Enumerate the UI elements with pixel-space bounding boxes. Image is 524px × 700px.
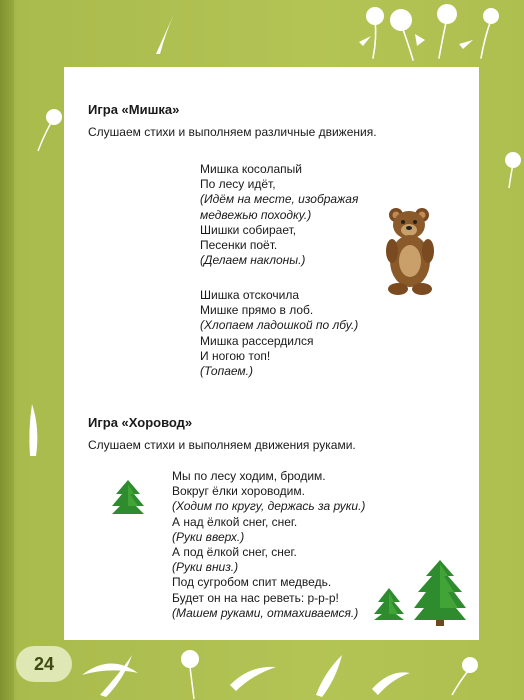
fir-tree-icon: [412, 558, 468, 628]
poem-line: По лесу идёт,: [200, 177, 276, 192]
poem-stanza-2: [200, 288, 358, 379]
poem-instruction: (Делаем наклоны.): [200, 253, 306, 268]
fir-tree-icon: [372, 586, 406, 622]
poem-instruction: (Топаем.): [200, 364, 253, 379]
dandelion-icon: [18, 400, 48, 458]
poem-instruction: (Идём на месте, изображая: [200, 192, 359, 207]
dandelion-icon: [80, 645, 500, 700]
poem-line: А под ёлкой снег, снег.: [172, 545, 297, 560]
poem-instruction: (Руки вверх.): [172, 529, 245, 544]
poem-line: Мишке прямо в лоб.: [200, 303, 314, 318]
section-subtitle-khorovod: Слушаем стихи и выполняем движения руками.: [88, 438, 356, 452]
dandelion-icon: [497, 150, 524, 190]
page-number: 24: [16, 646, 72, 682]
book-spine: [0, 0, 14, 700]
poem-line: Будет он на нас реветь: р-р-р!: [172, 590, 339, 605]
section-title-mishka: Игра «Мишка»: [88, 102, 180, 117]
section-subtitle-mishka: Слушаем стихи и выполняем различные движения.: [88, 125, 377, 139]
poem-line: Вокруг ёлки хороводим.: [172, 484, 305, 499]
poem-stanza-3: [172, 469, 365, 621]
poem-instruction: (Машем руками, отмахиваемся.): [172, 605, 359, 620]
poem-line: Под сугробом спит медведь.: [172, 575, 332, 590]
poem-line: Мы по лесу ходим, бродим.: [172, 469, 326, 483]
poem-line: Шишки собирает,: [200, 222, 297, 237]
poem-line: Мишка косолапый: [200, 162, 302, 176]
poem-stanza-1: [200, 162, 358, 268]
poem-line: Мишка рассердился: [200, 333, 314, 348]
poem-instruction: (Руки вниз.): [172, 560, 239, 575]
poem-line: Шишка отскочила: [200, 288, 300, 302]
poem-instruction: (Хлопаем ладошкой по лбу.): [200, 318, 359, 333]
dandelion-icon: [355, 0, 505, 62]
poem-instruction: (Ходим по кругу, держась за руки.): [172, 499, 366, 514]
poem-line: И ногою топ!: [200, 348, 271, 363]
section-title-khorovod: Игра «Хоровод»: [88, 415, 193, 430]
fir-tree-icon: [110, 478, 146, 516]
dandelion-icon: [150, 8, 180, 58]
poem-line: Песенки поёт.: [200, 238, 278, 253]
poem-instruction: медвежью походку.): [200, 207, 312, 222]
bear-illustration: [382, 205, 440, 297]
poem-line: А над ёлкой снег, снег.: [172, 514, 298, 529]
